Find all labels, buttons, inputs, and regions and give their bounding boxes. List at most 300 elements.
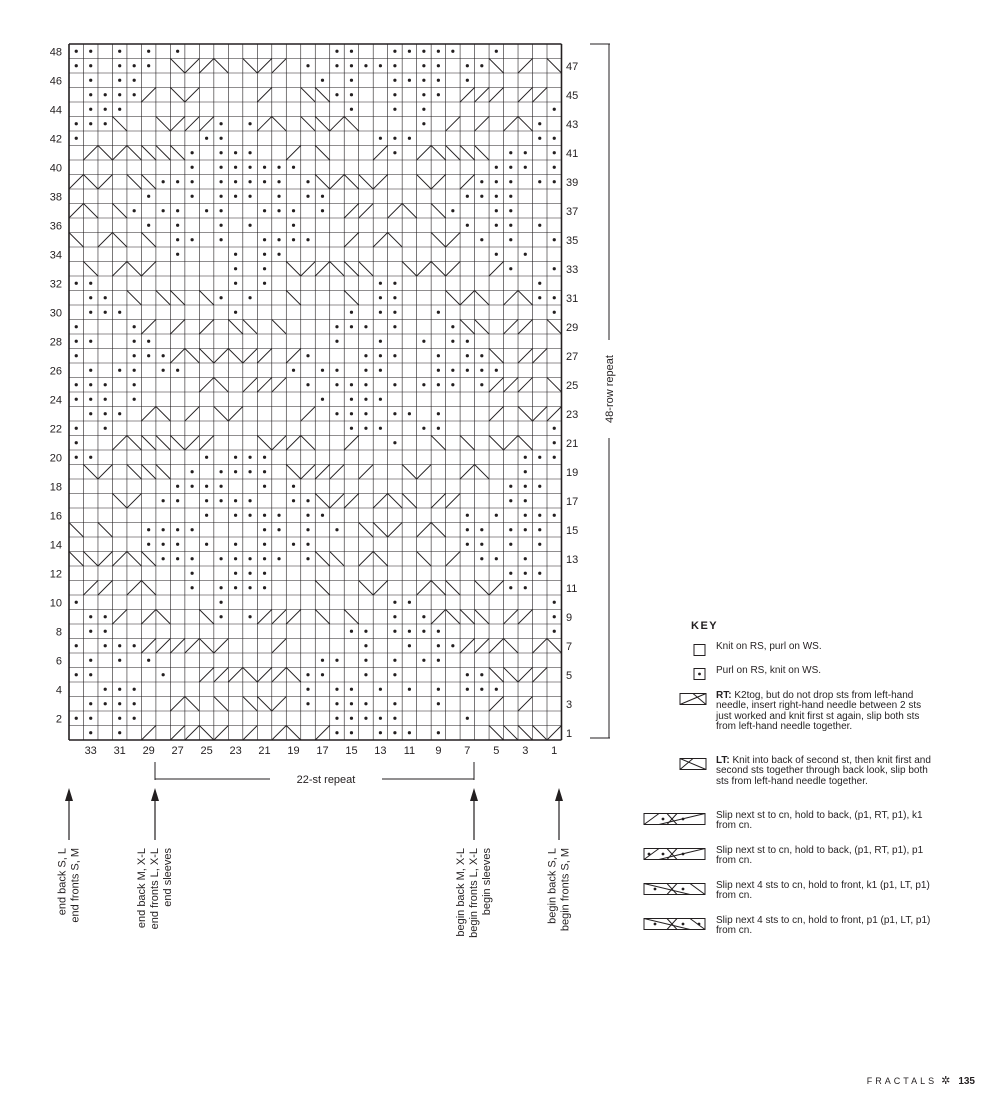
size-marker <box>57 788 82 923</box>
cable-stroke <box>489 581 503 596</box>
purl-dot <box>234 456 237 459</box>
purl-dot <box>480 180 483 183</box>
cable-stroke <box>475 610 489 625</box>
purl-dot <box>553 514 556 517</box>
cable-stroke <box>127 175 141 190</box>
cable-stroke <box>533 668 547 683</box>
row-number: 25 <box>566 379 579 392</box>
purl-dot <box>292 543 295 546</box>
purl-dot <box>553 151 556 154</box>
purl-dot <box>524 528 527 531</box>
purl-dot <box>118 412 121 415</box>
purl-dot <box>393 731 396 734</box>
purl-dot <box>118 659 121 662</box>
marker-label: end sleeves <box>162 848 174 907</box>
cable-stroke <box>185 726 199 741</box>
cable-stroke <box>286 146 300 161</box>
purl-dot <box>495 557 498 560</box>
purl-dot <box>451 369 454 372</box>
purl-dot <box>335 702 338 705</box>
purl-dot <box>509 528 512 531</box>
row-number: 22 <box>49 423 62 436</box>
purl-dot <box>408 79 411 82</box>
cable-stroke <box>417 465 431 480</box>
cable-stroke <box>518 378 532 393</box>
cable-stroke <box>83 204 97 219</box>
key-abbrev: RT: <box>716 690 732 701</box>
cable-stroke <box>475 465 489 480</box>
cable-stroke <box>228 407 242 422</box>
purl-dot <box>364 398 367 401</box>
row-number: 45 <box>566 89 579 102</box>
cable-stroke <box>460 436 474 451</box>
purl-dot <box>277 166 280 169</box>
cable-stroke <box>475 117 489 132</box>
purl-dot <box>553 296 556 299</box>
purl-dot <box>118 702 121 705</box>
purl-dot <box>234 282 237 285</box>
cable-stroke <box>489 378 503 393</box>
purl-dot <box>133 209 136 212</box>
purl-dot <box>263 180 266 183</box>
cable-stroke <box>272 436 286 451</box>
cable-stroke <box>156 465 170 480</box>
purl-dot <box>350 731 353 734</box>
purl-dot <box>277 209 280 212</box>
purl-dot <box>219 180 222 183</box>
cable-stroke <box>344 233 358 248</box>
cable-stroke <box>272 726 286 741</box>
purl-dot <box>335 688 338 691</box>
purl-dot <box>219 224 222 227</box>
purl-dot <box>248 557 251 560</box>
purl-dot <box>335 64 338 67</box>
purl-dot <box>176 369 179 372</box>
purl-dot <box>89 412 92 415</box>
cable-stroke <box>460 610 474 625</box>
purl-dot <box>538 543 541 546</box>
purl-dot <box>133 717 136 720</box>
cable-stroke <box>431 175 445 190</box>
cable-stroke <box>170 436 184 451</box>
cable-stroke <box>417 523 431 538</box>
purl-dot <box>466 673 469 676</box>
purl-dot <box>205 485 208 488</box>
cable-stroke <box>185 639 199 654</box>
purl-dot <box>162 543 165 546</box>
purl-dot <box>277 253 280 256</box>
purl-dot <box>277 557 280 560</box>
row-number: 18 <box>49 481 62 494</box>
row-number: 47 <box>566 60 579 73</box>
marker-label: begin fronts L, X-L <box>468 848 480 938</box>
cable-stroke <box>112 494 126 509</box>
purl-dot <box>335 731 338 734</box>
cable-stroke <box>199 668 213 683</box>
purl-dot <box>422 93 425 96</box>
purl-dot <box>350 50 353 53</box>
stitch-number: 21 <box>258 745 271 757</box>
purl-dot <box>379 398 382 401</box>
row-number: 35 <box>566 234 579 247</box>
cable-stroke <box>156 436 170 451</box>
cable-stroke <box>214 407 228 422</box>
purl-dot <box>393 717 396 720</box>
cable-stroke <box>489 262 503 277</box>
purl-dot <box>422 340 425 343</box>
marker-label: end fronts S, M <box>69 848 82 923</box>
cable-stroke <box>315 552 329 567</box>
row-number: 10 <box>49 597 62 610</box>
row-number: 27 <box>566 350 579 363</box>
purl-dot <box>248 122 251 125</box>
purl-dot <box>292 499 295 502</box>
cable-stroke <box>127 262 141 277</box>
purl-dot <box>234 253 237 256</box>
purl-dot <box>89 296 92 299</box>
cable-stroke <box>83 146 97 161</box>
purl-dot <box>205 137 208 140</box>
row-number: 19 <box>566 466 579 479</box>
cable-stroke <box>315 88 329 103</box>
cable-stroke <box>402 494 416 509</box>
purl-dot <box>89 369 92 372</box>
row-number: 32 <box>49 278 62 291</box>
row-number: 17 <box>566 495 579 508</box>
purl-dot <box>524 253 527 256</box>
purl-dot <box>408 688 411 691</box>
purl-dot <box>364 673 367 676</box>
purl-dot <box>219 615 222 618</box>
purl-dot <box>162 180 165 183</box>
purl-dot <box>495 253 498 256</box>
purl-dot <box>234 499 237 502</box>
stitch-number: 11 <box>403 745 416 757</box>
purl-dot <box>524 514 527 517</box>
purl-dot <box>118 644 121 647</box>
purl-dot <box>451 383 454 386</box>
cable-stroke <box>214 59 228 74</box>
purl-dot <box>263 282 266 285</box>
purl-dot <box>191 586 194 589</box>
row-number: 29 <box>566 321 579 334</box>
cable-stroke <box>504 639 518 654</box>
cable-stroke <box>98 233 112 248</box>
purl-dot <box>393 601 396 604</box>
purl-dot <box>393 296 396 299</box>
stitch-number: 7 <box>464 745 471 757</box>
row-number: 33 <box>566 263 579 276</box>
cable-stroke <box>112 610 126 625</box>
cable-stroke <box>199 378 213 393</box>
cable-stroke <box>228 320 242 335</box>
purl-dot <box>321 673 324 676</box>
cable-stroke <box>301 407 315 422</box>
purl-dot <box>437 427 440 430</box>
purl-dot <box>422 630 425 633</box>
purl-dot <box>306 499 309 502</box>
cable-stroke <box>518 436 532 451</box>
cable-stroke <box>431 523 445 538</box>
cable-stroke <box>156 117 170 132</box>
cable-stroke <box>185 59 199 74</box>
purl-dot <box>104 93 107 96</box>
purl-dot <box>524 499 527 502</box>
purl-dot <box>393 108 396 111</box>
purl-dot <box>466 543 469 546</box>
purl-dot <box>133 398 136 401</box>
purl-dot <box>480 688 483 691</box>
cable-stroke <box>533 407 547 422</box>
row-number: 26 <box>49 365 62 378</box>
cable-stroke <box>301 436 315 451</box>
cable-stroke <box>243 349 257 364</box>
cable-stroke <box>141 552 155 567</box>
cable-stroke <box>388 523 402 538</box>
marker-label: end fronts L, X-L <box>149 848 161 930</box>
stitch-number: 9 <box>435 745 442 757</box>
cable-stroke <box>112 233 126 248</box>
purl-dot <box>393 325 396 328</box>
purl-dot <box>263 586 266 589</box>
cable-stroke <box>315 581 329 596</box>
purl-dot <box>75 383 78 386</box>
purl-dot <box>393 383 396 386</box>
cable-stroke <box>141 726 155 741</box>
cable-stroke <box>373 233 387 248</box>
cable-stroke <box>69 175 83 190</box>
cable-stroke <box>518 668 532 683</box>
cable-stroke <box>257 610 271 625</box>
cable-stroke <box>156 610 170 625</box>
purl-dot <box>350 325 353 328</box>
row-number: 28 <box>49 336 62 349</box>
cable-stroke <box>214 349 228 364</box>
row-number: 4 <box>55 684 62 697</box>
row-number: 43 <box>566 118 579 131</box>
cable-stroke <box>417 175 431 190</box>
cable-stroke <box>489 726 503 741</box>
purl-dot <box>118 79 121 82</box>
purl-dot <box>176 50 179 53</box>
purl-dot <box>509 499 512 502</box>
row-number: 2 <box>55 713 62 726</box>
cable-stroke <box>359 552 373 567</box>
cable-stroke <box>286 436 300 451</box>
cable-stroke <box>489 88 503 103</box>
purl-dot <box>104 108 107 111</box>
cable-stroke <box>112 552 126 567</box>
cable-stroke <box>301 465 315 480</box>
purl-dot <box>553 311 556 314</box>
cable-stroke <box>257 59 271 74</box>
purl-dot <box>89 64 92 67</box>
cable-stroke <box>98 146 112 161</box>
purl-dot <box>480 238 483 241</box>
purl-dot <box>219 485 222 488</box>
purl-dot <box>335 50 338 53</box>
purl-dot <box>451 325 454 328</box>
purl-dot <box>263 528 266 531</box>
row-number: 41 <box>566 147 579 160</box>
purl-dot <box>350 398 353 401</box>
purl-dot <box>306 354 309 357</box>
purl-dot <box>379 64 382 67</box>
purl-dot <box>89 717 92 720</box>
cable-stroke <box>315 117 329 132</box>
key-description: Slip next 4 sts to cn, hold to front, p1 (p1, LT, p1) from cn. <box>716 915 931 937</box>
purl-dot <box>75 441 78 444</box>
purl-dot <box>234 470 237 473</box>
purl-dot <box>509 195 512 198</box>
purl-dot <box>524 485 527 488</box>
purl-dot <box>89 50 92 53</box>
cable-stroke <box>141 88 155 103</box>
purl-dot <box>263 514 266 517</box>
cable-stroke <box>98 552 112 567</box>
purl-dot <box>248 296 251 299</box>
cable-stroke <box>286 726 300 741</box>
cable-stroke <box>315 494 329 509</box>
purl-dot <box>335 325 338 328</box>
purl-dot <box>104 122 107 125</box>
cable-stroke <box>489 668 503 683</box>
purl-dot <box>321 514 324 517</box>
cable-stroke <box>199 117 213 132</box>
cable-stroke <box>228 668 242 683</box>
purl-dot <box>234 267 237 270</box>
cable-stroke <box>272 697 286 712</box>
purl-dot <box>335 528 338 531</box>
purl-dot <box>162 354 165 357</box>
cable-stroke <box>315 146 329 161</box>
arrow-up-icon <box>470 788 478 801</box>
purl-dot <box>133 369 136 372</box>
cable-stroke <box>170 726 184 741</box>
purl-dot <box>234 311 237 314</box>
cable-stroke <box>199 436 213 451</box>
cable-stroke <box>301 88 315 103</box>
purl-dot <box>104 398 107 401</box>
size-marker <box>547 788 572 931</box>
purl-dot <box>422 108 425 111</box>
cable-stroke <box>185 88 199 103</box>
purl-dot <box>466 688 469 691</box>
purl-dot <box>364 325 367 328</box>
cable-stroke <box>344 262 358 277</box>
purl-dot <box>263 470 266 473</box>
cable-stroke <box>475 639 489 654</box>
purl-dot <box>75 456 78 459</box>
purl-dot <box>263 543 266 546</box>
purl-dot <box>480 543 483 546</box>
row-number: 44 <box>49 104 62 117</box>
purl-dot <box>306 543 309 546</box>
cable-stroke <box>489 697 503 712</box>
size-marker <box>455 788 493 938</box>
cable-stroke <box>141 407 155 422</box>
cable-stroke <box>402 465 416 480</box>
cable-stroke <box>504 726 518 741</box>
purl-dot <box>75 354 78 357</box>
purl-dot <box>162 557 165 560</box>
key-description: RT: K2tog, but do not drop sts from left-hand needle, insert right-hand needle between 2 sts just worked and knit first st again, slip both sts from left-hand needle together. <box>716 690 922 733</box>
cable-stroke <box>431 610 445 625</box>
purl-dot <box>437 369 440 372</box>
cable-stroke <box>431 233 445 248</box>
cable-stroke <box>286 291 300 306</box>
purl-dot <box>321 659 324 662</box>
purl-dot <box>393 615 396 618</box>
purl-dot <box>176 499 179 502</box>
cable-stroke <box>446 262 460 277</box>
purl-dot <box>422 50 425 53</box>
purl-dot <box>422 79 425 82</box>
row-number: 1 <box>566 727 573 740</box>
cable-stroke <box>431 146 445 161</box>
cable-stroke <box>489 59 503 74</box>
purl-dot <box>480 673 483 676</box>
purl-dot <box>437 79 440 82</box>
purl-dot <box>451 340 454 343</box>
purl-dot <box>364 369 367 372</box>
stitch-number: 33 <box>84 745 97 757</box>
purl-dot <box>335 412 338 415</box>
purl-dot <box>176 528 179 531</box>
purl-dot <box>480 528 483 531</box>
purl-dot <box>408 137 411 140</box>
cable-stroke <box>446 291 460 306</box>
cable-stroke <box>141 233 155 248</box>
stitch-number: 3 <box>522 745 529 757</box>
row-number: 40 <box>49 162 62 175</box>
cable-stroke <box>431 581 445 596</box>
cable-stroke <box>286 349 300 364</box>
purl-dot <box>538 296 541 299</box>
purl-dot <box>234 514 237 517</box>
purl-dot <box>451 644 454 647</box>
purl-dot <box>292 369 295 372</box>
cable-stroke <box>141 610 155 625</box>
purl-dot <box>176 485 179 488</box>
cable-stroke <box>344 204 358 219</box>
lt-cable-icon <box>679 758 709 776</box>
purl-dot <box>191 470 194 473</box>
row-number: 21 <box>566 437 579 450</box>
purl-dot <box>437 702 440 705</box>
purl-dot <box>277 195 280 198</box>
purl-dot <box>495 514 498 517</box>
arrow-up-icon <box>151 788 159 801</box>
purl-dot <box>335 369 338 372</box>
purl-dot <box>350 311 353 314</box>
cable-stroke <box>83 175 97 190</box>
purl-dot <box>75 137 78 140</box>
purl-dot <box>393 702 396 705</box>
cable-stroke <box>112 204 126 219</box>
stitch-number: 31 <box>113 745 126 757</box>
purl-dot <box>234 151 237 154</box>
cable-stroke <box>127 465 141 480</box>
cable-back-k1-icon <box>643 813 707 831</box>
cable-stroke <box>199 349 213 364</box>
cable-stroke <box>518 697 532 712</box>
purl-dot <box>393 50 396 53</box>
cable-stroke <box>417 581 431 596</box>
purl-dot <box>321 209 324 212</box>
purl-dot <box>191 528 194 531</box>
purl-dot <box>133 93 136 96</box>
